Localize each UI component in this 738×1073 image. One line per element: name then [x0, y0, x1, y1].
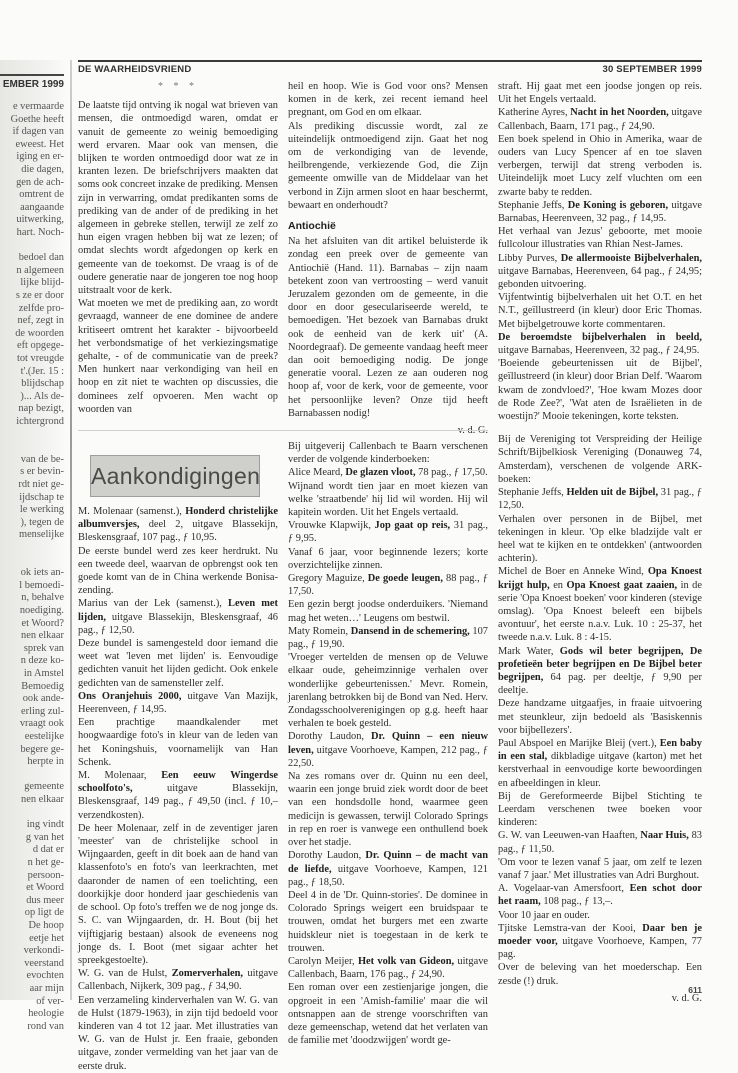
book-entry	[78, 994, 278, 1073]
book-entry	[498, 133, 702, 199]
book-entry	[288, 889, 488, 955]
entry-text: uitgave Callenbach, Nijkerk, 309 pag., ƒ 34,90.	[78, 968, 278, 993]
entry-text: Stephanie Jeffs,	[498, 487, 567, 499]
previous-page-line: s er bevin-	[20, 466, 64, 478]
previous-page-line: nen elkaar	[21, 630, 64, 642]
entry-text: Mark Water,	[498, 645, 560, 657]
announcements-banner: Aankondigingen	[90, 455, 260, 497]
previous-page-line: n deze ko-	[20, 655, 64, 667]
entry-text: in de serie 'Opa Knoest boeken' voor kinderen (stevige omslag). 'Opa Knoest beleeft een bijbels avontuur', het eerste n.a.v. Luk. 10 : 25-37, het tweede n.a.v. Luk. 8 : 4-15.	[498, 579, 702, 644]
previous-page-edge	[0, 60, 68, 1032]
previous-page-line: noediging.	[19, 605, 64, 616]
section-divider	[78, 430, 488, 431]
previous-page-line: nef, zegt in	[17, 315, 64, 327]
previous-page-line: sprek van	[23, 642, 64, 654]
book-title: De goede leugen,	[367, 573, 443, 585]
entry-text: straft. Hij gaat met een joodse jongen op reis. Uit het Engels vertaald.	[498, 81, 702, 106]
entry-text: dikbladige uitgave (karton) met het kerstverhaal in eenvoudige korte bewoordingen en afbeeldingen in kleur.	[498, 751, 702, 789]
book-entry	[498, 291, 702, 331]
article-paragraph: Als prediking discussie wordt, zal ze uiteindelijk ontmoedigend zijn. Gaat het nog om de verkondiging van de levende, heilbrengende, verkiezende God, die Zijn gemeente omwille van de Middelaar van het verbond in Zijn armen sloot en haar beschermt, bewaart en onderhoudt?	[288, 120, 488, 211]
entry-text: uitgave Voorhoeve, Kampen, 121 pag., ƒ 18,50.	[288, 863, 489, 888]
book-title: Een schot door het raam,	[498, 883, 703, 908]
book-entry	[498, 106, 702, 132]
entry-text: uitgave Voorhoeve, Kampen, 77 pag.	[498, 936, 702, 961]
previous-page-line: if dagen van	[12, 126, 64, 138]
previous-page-line: eft opgege-	[16, 340, 64, 352]
book-entry	[498, 829, 702, 855]
book-entry	[288, 572, 488, 598]
book-title: Leven met lijden,	[78, 598, 278, 623]
entry-text: Vanaf 6 jaar, voor beginnende lezers; korte overzichtelijke zinnen.	[288, 546, 488, 571]
entry-text: uitgave Barnabas, Heerenveen, 32 pag., ƒ 14,95.	[498, 199, 703, 225]
previous-page-line: rdt niet ge-	[18, 479, 64, 490]
entry-text: Vrouwke Klapwijk,	[288, 520, 375, 532]
book-entry	[288, 730, 488, 770]
entry-text: uitgave Barnabas, Heerenveen, 32 pag., ƒ 24,95.	[498, 345, 700, 357]
issue-date: 30 SEPTEMBER 1999	[602, 64, 702, 75]
book-entry	[498, 486, 702, 512]
entry-text: De heer Molenaar, zelf in de zeventiger jaren 'meester' van de christelijke school in Wijngaarden, geeft in dit boek aan de hand van klassenfoto's en foto's van leerkrachten, met daaronder de namen of een toelichting, een doorkijkje door honderd jaar geschiedenis van de school. Op foto's treffen we de nog jonge ds. S. C. van Wijngaarden, dr. H. Bout (bij het vijftigjarig bestaan) alsook de eveneens nog jonge ds. I. Boot (met sigaar achter het spreekgestoelte).	[78, 822, 278, 966]
page-gutter	[70, 60, 72, 1000]
previous-page-line: aangaande	[20, 201, 64, 213]
entry-text: Na zes romans over dr. Quinn nu een deel, waarin een jonge bruid ziek wordt door de beet van een hondsdolle hond, waarmee geen medicijn is gewassen, terwijl Colorado Springs in rep en roer is vanwege een onthullend boek over het stadje.	[288, 771, 488, 849]
entry-text: Een prachtige maandkalender met hoogwaardige foto's in kleur van de leden van het Koningshuis, voornamelijk van Han Schenk.	[78, 717, 278, 768]
entry-text: Een gezin bergt joodse onderduikers. 'Niemand mag het weten…' Leugens om bestwil.	[288, 599, 488, 624]
previous-page-line: dus meer	[26, 894, 64, 906]
book-entry	[498, 737, 702, 790]
entry-text: uitgave Voorhoeve, Kampen, 212 pag., ƒ 22,50.	[288, 744, 488, 769]
book-title: Dr. Quinn – de macht van de liefde,	[288, 850, 488, 875]
booklist-bottom	[498, 433, 702, 988]
entry-text: Deze bundel is samengesteld door iemand die weet wat 'leven met lijden' is. Eenvoudige gedichten vanuit het lijden gedicht. Ook enkele gedichten van de samensteller zelf.	[78, 638, 278, 689]
book-title: De allermooiste Bijbelverhalen,	[560, 252, 702, 264]
previous-page-line: vraagt ook	[19, 718, 64, 730]
previous-page-line: ook ande-	[22, 693, 64, 705]
entry-text: 78 pag., ƒ 17,50.	[415, 467, 488, 479]
book-title: Gods wil beter begrijpen, De profetieën beter begrijpen en De Bijbel beter begrijpen,	[498, 645, 702, 683]
book-entry	[498, 225, 702, 251]
previous-page-line: omtrent de	[19, 189, 64, 201]
book-entry	[498, 790, 702, 830]
book-entry	[498, 645, 702, 698]
entry-text: Dorothy Laudon,	[288, 731, 372, 743]
entry-text: Over de beleving van het moederschap. Een zesde (!) druk.	[498, 962, 702, 987]
book-entry	[78, 716, 278, 769]
entry-text: Een boek spelend in Ohio in Amerika, waar de ouders van Lucy Spencer af en toe slaven verbergen, terwijl dat streng verboden is. Uiteindelijk moet Lucy zelf vluchten om een zwarte baby te redden.	[498, 133, 702, 198]
previous-page-line: eestelijke	[24, 731, 64, 742]
entry-text: Michel de Boer en Anneke Wind,	[498, 566, 648, 578]
book-entry	[498, 80, 702, 106]
book-entry	[78, 690, 278, 716]
entry-text: 'Om voor te lezen vanaf 5 jaar, om zelf te lezen vanaf 7 jaar.' Met illustraties van Adri Burghout.	[498, 856, 702, 881]
book-title: Een baby in een stal,	[498, 737, 702, 763]
book-entry	[288, 625, 488, 651]
previous-page-line: et Woord?	[21, 617, 64, 629]
entry-text: Marius van der Lek (samenst.),	[78, 598, 229, 610]
announcements-column-2	[288, 440, 489, 1047]
previous-page-header: EMBER 1999	[0, 74, 64, 92]
previous-page-line: eweest. Het	[15, 138, 64, 150]
previous-page-line: De hoop	[28, 920, 64, 931]
previous-page-line: blijdschap	[21, 378, 64, 390]
book-title: Nacht in het Noorden,	[570, 107, 669, 119]
book-entry	[288, 546, 488, 572]
previous-page-line: nap bezigt,	[18, 403, 64, 415]
entry-text: Vijfentwintig bijbelverhalen uit het O.T. en het N.T., geïllustreerd (in kleur) door Eric Thomas. Met bijbelgetrouwe korte commentaren.	[498, 292, 702, 330]
previous-page-line: ), tegen de	[20, 516, 64, 528]
previous-page-line: in Amstel	[23, 668, 64, 679]
previous-page-line: g van het	[25, 831, 64, 843]
book-entry	[78, 545, 278, 598]
book-title: Opa Knoest krijgt hulp,	[498, 566, 702, 591]
entry-text: Verhalen over personen in de Bijbel, met tekeningen in kleur. 'Op elke bladzijde valt er heel wat te kijken en te ontdekken' (antwoorden achterin).	[498, 513, 702, 565]
article-paragraph: Na het afsluiten van dit artikel beluisterde ik zondag een preek over de gemeente van Antiochië (Hand. 11). Barnabas – zijn naam betekent zoon van vertroosting – werd vanuit Jeruzalem gezonden om de gemeente, in die door en door geseculariseerde wereld, te bemoedigen. 'Het bezoek van Barnabas drukt ook de eenheid van de kerk uit' (A. Noordegraaf). De gemeente vandaag heeft meer dan ooit bemoediging nodig. De jonge generatie vooral. Lezen ze aan ouderen nog hoop af, voor de kerk, voor de gemeente, voor het persoonlijke leven? Onze tijd heeft Barnabassen nodig!	[288, 236, 488, 419]
previous-page-line: s ze er door	[15, 290, 64, 301]
entry-text: Een verzameling kinderverhalen van W. G. van de Hulst (1879-1963), in zijn tijd bedoeld voor kinderen van 4 tot 12 jaar. Met illustraties van W. G. van de Hulst jr. Een fraaie, gebonden uitgave, zonder vermelding van het jaar van de eerste druk.	[78, 994, 278, 1072]
previous-page-line: heologie	[28, 1008, 64, 1020]
entry-text: Libby Purves,	[498, 252, 561, 264]
book-entry	[78, 822, 278, 967]
entry-text: M. Molenaar (samenst.),	[78, 506, 186, 517]
book-title: Honderd christelijke albumversjes,	[78, 506, 278, 531]
book-title: Daar ben je moeder voor,	[498, 922, 702, 947]
book-entry	[288, 849, 488, 889]
article-paragraph: Wat moeten we met de prediking aan, zo wordt gevraagd, wanneer de ene dominee de andere kritiseert omtrent het karakter - bijvoorbeeld het verbondsmatige of het verkiezingsmatige gehalte, - of de communicatie van de preek? Men hunkert naar verkondiging van heil en hoop en zit niet te wachten op discussies, die dominees zelf opvoeren. Men wacht op woorden van	[78, 298, 278, 415]
previous-page-line: e vermaarde	[12, 101, 64, 112]
book-entry	[78, 967, 278, 993]
previous-page-line: )... Als de-	[20, 390, 64, 402]
book-entry	[498, 357, 702, 423]
book-entry	[288, 598, 488, 624]
article-subhead: Antiochië	[288, 220, 336, 233]
book-entry	[288, 955, 488, 981]
entry-text: Deel 4 in de 'Dr. Quinn-stories'. De dominee in Colorado Springs weigert een bruidspaar te trouwen, omdat het burgers met een zwarte huidskleur niet is toegestaan in de kerk te trouwen.	[288, 889, 488, 954]
previous-page-line: lijke blijd-	[20, 277, 64, 289]
previous-page-line: ing vindt	[26, 819, 64, 831]
book-entry	[498, 199, 702, 225]
entry-text: 31 pag., ƒ 12,50.	[498, 487, 702, 512]
previous-page-line: persoon-	[27, 869, 64, 881]
previous-page-line: gen de ach-	[16, 176, 64, 188]
previous-page-line: zelfde pro-	[18, 302, 64, 314]
previous-page-line: ichtergrond	[16, 416, 64, 427]
book-entry	[498, 909, 702, 922]
previous-page-line: n, behalve	[21, 592, 64, 604]
previous-page-line: t'.(Jer. 15 :	[20, 365, 64, 377]
page-number: 611	[688, 985, 702, 995]
entry-text: en	[549, 579, 567, 591]
previous-page-line: veerstand	[24, 957, 64, 969]
article-paragraph: heil en hoop. Wie is God voor ons? Mensen komen in de kerk, zei recent iemand heel pregnant, om God en om elkaar.	[288, 81, 488, 119]
book-title: Een eeuw Wingerdse schoolfoto's,	[78, 770, 278, 795]
entry-text: Tjitske Lemstra-van der Kooi,	[498, 922, 643, 934]
previous-page-line: erling zul-	[21, 705, 64, 717]
previous-page-line: de woorden	[15, 327, 64, 339]
entry-text: 31 pag., ƒ 9,95.	[288, 520, 488, 545]
entry-text: De eerste bundel werd zes keer herdrukt. Nu een tweede deel, waarvan de opbrengst ook ten goede komt van de in China werkende Bonisa-zending.	[78, 545, 278, 597]
book-entry	[288, 770, 488, 849]
entry-text: Maty Romein,	[288, 625, 351, 637]
announcements-column-1	[78, 505, 278, 1072]
entry-text: Gregory Maguize,	[288, 573, 368, 585]
entry-text: Paul Abspoel en Marijke Bleij (vert.),	[498, 737, 660, 749]
book-entry	[288, 981, 488, 1047]
previous-page-line: ok iets an-	[20, 567, 64, 579]
entry-text: Wijnand wordt tien jaar en moet kiezen van welke 'straatbende' hij lid wil worden. Hij wil kapitein worden. Uit het Engels vertaald.	[288, 480, 488, 519]
entry-text: 'Boeiende gebeurtenissen uit de Bijbel', geïllustreerd (in kleur) door Brian Delf. 'Waarom kwam de zondvloed?', 'Hoe kwam Mozes door de Rode Zee?', 'Wat aten de Israëlieten in de woestijn?' Mooie tekeningen, korte teksten.	[498, 358, 702, 423]
previous-page-line: d dat er	[32, 844, 64, 856]
entry-text: M. Molenaar,	[78, 770, 162, 782]
article-paragraph: De laatste tijd ontving ik nogal wat brieven van mensen, die ontmoedigd waren, omdat er vanuit de gemeente zo weinig bemoediging werd ervaren. Maar ook van mensen, die blijken te worden ontmoedigd door wat ze in kranten lezen. De briefschrijvers maakten dat soms ook concreet inzake de prediking. Mensen zijn in verwarring, omdat predikanten soms de prediking van de ander of de prediking in het algemeen in gebreke stellen, terwijl ze zelf zo hun eigen vragen hebben bij wat ze lezen; of omdat slechts wordt afgedongen op kerk en gemeente van de toekomst. De vraag is of de oudere generatie naar de jongeren toe nog hoop uitstraalt voor de kerk.	[78, 100, 278, 297]
previous-page-line: nen elkaar	[21, 794, 64, 805]
previous-page-line: iging en er-	[16, 151, 64, 163]
entry-text: A. Vogelaar-van Amersfoort,	[498, 883, 630, 895]
running-header	[78, 60, 702, 76]
book-entry	[498, 697, 702, 737]
previous-page-line: menselijke	[18, 529, 64, 541]
entry-text: 64 pag. per deeltje, ƒ 9,90 per deeltje.	[498, 671, 702, 697]
previous-page-line: begere ge-	[20, 743, 64, 755]
entry-text: Deze handzame uitgaafjes, in fraaie uitvoering met steunkleur, zijn bedoeld als 'Basiskennis voor bijbellezers'.	[498, 698, 702, 736]
entry-text: Bij de Gereformeerde Bijbel Stichting te Leerdam verschenen twee boeken voor kinderen:	[498, 790, 702, 829]
book-entry	[288, 651, 488, 730]
previous-page-line: rond van	[27, 1020, 64, 1032]
book-entry	[78, 505, 278, 545]
entry-text: 88 pag., ƒ 17,50.	[288, 573, 488, 598]
book-entry	[498, 961, 702, 987]
book-title: Dr. Quinn – een nieuw leven,	[288, 731, 488, 756]
article-column-1	[78, 80, 278, 425]
previous-page-line: Goethe heeft	[10, 113, 64, 125]
entry-text: deel 2, uitgave Blassekijn, Bleskensgraaf, 107 pag., ƒ 10,95.	[78, 519, 278, 544]
book-title: De beroemdste bijbelverhalen in beeld,	[498, 331, 702, 343]
entry-text: Dorothy Laudon,	[288, 850, 366, 862]
previous-page-line: le werking	[19, 504, 64, 516]
previous-page-line: uitwerking,	[16, 214, 64, 226]
book-entry	[498, 856, 702, 882]
entry-text: uitgave Barnabas, Heerenveen, 64 pag., ƒ 24,95; gebonden uitvoering.	[498, 265, 702, 291]
book-entry	[288, 440, 488, 466]
entry-text: uitgave Callenbach, Baarn, 171 pag., ƒ 24,90.	[498, 107, 703, 132]
book-title: Ons Oranjehuis 2000,	[78, 690, 182, 702]
previous-page-line: n algemeen	[16, 264, 64, 276]
previous-page-line: van de be-	[20, 453, 64, 465]
entry-text: Bij de Vereniging tot Verspreiding der Heilige Schrift/Bijbelkiosk Vereniging (Donauweg 74, Amsterdam), verschenen de volgende ARK-boeken:	[498, 434, 702, 485]
previous-page-line: ijdschap te	[19, 491, 64, 503]
previous-page-line: gemeente	[24, 781, 64, 793]
previous-page-line: bedoel dan	[18, 252, 64, 264]
previous-page-line: eetje het	[29, 932, 64, 944]
entry-text: Voor 10 jaar en ouder.	[498, 909, 590, 921]
book-entry	[288, 466, 488, 479]
book-title: De glazen vloot,	[345, 467, 416, 479]
book-entry	[78, 637, 278, 690]
previous-page-line: die dagen,	[21, 164, 64, 175]
book-entry	[498, 922, 702, 962]
book-title: Zomerverhalen,	[171, 968, 243, 980]
entry-text: 108 pag., ƒ 13,–.	[540, 896, 613, 908]
entry-text: Alice Meard,	[288, 467, 346, 479]
book-title: Jop gaat op reis,	[374, 520, 451, 532]
entry-text: Het verhaal van Jezus' geboorte, met mooie fullcolour illustraties van Rhian Nest-James.	[498, 226, 702, 251]
previous-page-line: of ver-	[36, 995, 64, 1007]
previous-page-line: tot vreugde	[16, 353, 64, 364]
previous-page-line: n het ge-	[27, 857, 64, 868]
previous-page-line: verkondi-	[23, 945, 64, 957]
entry-text: 83 pag., ƒ 11,50.	[498, 830, 702, 855]
entry-text: uitgave Blassekijn, Bleskensgraaf, 46 pag., ƒ 12,50.	[78, 611, 278, 636]
previous-page-line: op ligt de	[24, 907, 64, 919]
article-column-2	[288, 80, 488, 425]
book-title: Naar Huis,	[640, 830, 689, 842]
book-entry	[498, 433, 702, 486]
entry-text: W. G. van de Hulst,	[78, 968, 172, 980]
book-entry	[78, 769, 278, 822]
previous-page-line: aar mijn	[29, 983, 64, 994]
book-entry	[498, 513, 702, 566]
entry-text: uitgave Blassekijn, Bleskensgraaf, 149 pag., ƒ 49,50 (incl. ƒ 10,– verzendkosten).	[78, 783, 278, 821]
book-entry	[498, 882, 702, 908]
book-title: Helden uit de Bijbel,	[566, 487, 659, 499]
entry-text: uitgave Van Mazijk, Heerenveen, ƒ 14,95.	[78, 690, 278, 716]
entry-text: Bij uitgeverij Callenbach te Baarn verschenen verder de volgende kinderboeken:	[288, 441, 488, 466]
book-entry	[498, 565, 702, 644]
entry-text: Katherine Ayres,	[498, 107, 571, 119]
book-entry	[288, 480, 488, 520]
previous-page-line: l bemoedi-	[19, 579, 64, 591]
booklist-top	[498, 80, 702, 423]
entry-text: Stephanie Jeffs,	[498, 199, 568, 211]
previous-page-line: herpte in	[27, 756, 64, 768]
previous-page-line: Bemoedig	[21, 680, 64, 692]
book-entry	[498, 252, 702, 292]
entry-text: Carolyn Meijer,	[288, 955, 358, 967]
entry-text: G. W. van Leeuwen-van Haaften,	[498, 830, 641, 842]
booklist-signature: v. d. G.	[671, 992, 702, 1004]
book-title: Opa Knoest gaat zaaien,	[566, 579, 678, 591]
book-entry	[78, 597, 278, 637]
book-title: Het volk van Gideon,	[357, 955, 455, 967]
section-separator: * * *	[158, 81, 198, 92]
book-entry	[498, 331, 702, 357]
previous-page-line: hart. Noch-	[16, 227, 64, 238]
previous-page-line: evochten	[26, 970, 64, 982]
book-entry	[288, 519, 488, 545]
entry-text: uitgave Callenbach, Baarn, 176 pag., ƒ 24,90.	[288, 955, 488, 981]
entry-text: 107 pag., ƒ 19,90.	[288, 625, 488, 651]
publication-title: DE WAARHEIDSVRIEND	[78, 64, 192, 75]
book-title: Dansend in de schemering,	[350, 625, 470, 637]
entry-text: Een roman over een zestienjarige jongen, die opgroeit in een 'Amish-familie' maar die wil ontsnappen aan de strenge voorschriften van deze gemeenschap, wetend dat het verlaten van de familie met 'doodzwijgen' wordt ge-	[288, 982, 488, 1047]
entry-text: 'Vroeger vertelden de mensen op de Veluwe elkaar oude, geheimzinnige verhalen over wonderlijke gebeurtenissen.' Mevr. Romein, jarenlang betrokken bij de Bond van Ned. Herv. Zondagsschoolverenigingen op g.g. heeft haar verhalen te boek gesteld.	[288, 652, 488, 730]
previous-page-line: et Woord	[26, 882, 64, 894]
book-title: De Koning is geboren,	[567, 199, 669, 211]
